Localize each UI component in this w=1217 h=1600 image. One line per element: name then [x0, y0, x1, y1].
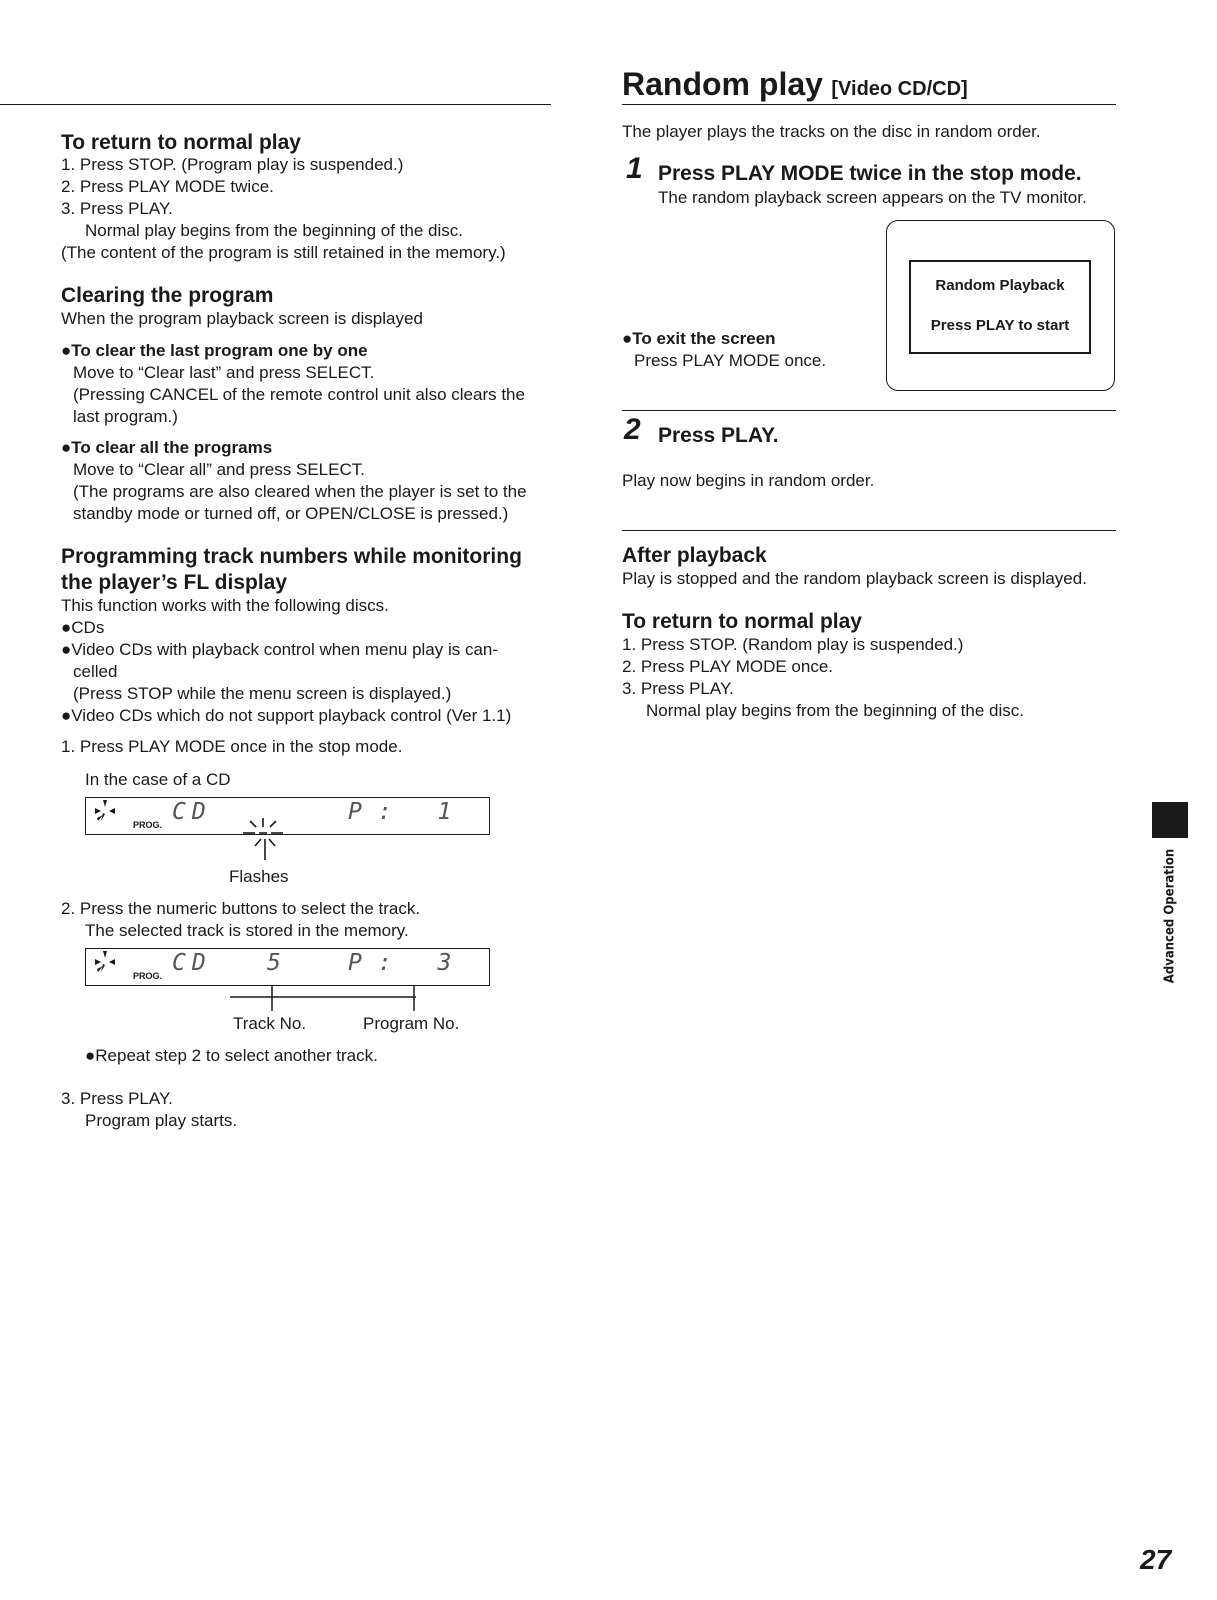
programming-step-3b: Program play starts. — [85, 1111, 238, 1130]
fl-program-value: P: 3 — [348, 950, 468, 976]
return-right-item-1: 1. Press STOP. (Random play is suspended.) — [622, 635, 964, 654]
programming-step-1: 1. Press PLAY MODE once in the stop mode. — [61, 737, 403, 756]
flashes-label: Flashes — [229, 867, 289, 886]
clear-all-line-2: (The programs are also cleared when the player is set to the — [73, 482, 527, 501]
step-1-heading: Press PLAY MODE twice in the stop mode. — [658, 162, 1082, 185]
programming-line-2: ●CDs — [61, 618, 105, 637]
return-note-1: Normal play begins from the beginning of the disc. — [85, 221, 463, 240]
tv-monitor — [886, 220, 1115, 391]
programming-step-3a: 3. Press PLAY. — [61, 1089, 173, 1108]
repeat-note: ●Repeat step 2 to select another track. — [85, 1046, 378, 1065]
programming-line-5: (Press STOP while the menu screen is displayed.) — [73, 684, 452, 703]
side-tab-label: Advanced Operation — [1162, 848, 1178, 984]
track-program-pointers — [230, 985, 450, 1015]
after-playback-rule — [622, 530, 1116, 531]
fl-display-2 — [85, 948, 490, 986]
step-2-heading: Press PLAY. — [658, 424, 779, 447]
step-1-text: The random playback screen appears on the TV monitor. — [658, 188, 1087, 207]
fl-cd-label: CD — [172, 950, 212, 976]
right-top-rule — [622, 104, 1116, 105]
programming-heading-1: Programming track numbers while monitoring — [61, 545, 522, 568]
page-title — [622, 66, 968, 103]
clearing-heading: Clearing the program — [61, 284, 274, 307]
return-item-1: 1. Press STOP. (Program play is suspended.) — [61, 155, 404, 174]
after-playback-text: Play is stopped and the random playback screen is displayed. — [622, 569, 1087, 588]
programming-line-4: celled — [73, 662, 118, 681]
clear-all-label: ●To clear all the programs — [61, 438, 273, 457]
fl-prog-label: PROG. — [133, 820, 163, 830]
return-item-2: 2. Press PLAY MODE twice. — [61, 177, 274, 196]
random-intro: The player plays the tracks on the disc in random order. — [622, 122, 1041, 141]
left-top-rule — [0, 104, 551, 105]
programming-line-3: ●Video CDs with playback control when menu play is can- — [61, 640, 499, 659]
fl-prog-label: PROG. — [133, 971, 163, 981]
clear-last-line-1: Move to “Clear last” and press SELECT. — [73, 363, 375, 382]
flashes-indicator-icon — [235, 812, 295, 862]
fl-track-value: 5 — [267, 950, 281, 976]
step-2-rule — [622, 410, 1116, 411]
fl-program-label: P: 1 — [348, 799, 468, 825]
step-1-number: 1 — [626, 152, 643, 185]
clear-all-line-1: Move to “Clear all” and press SELECT. — [73, 460, 365, 479]
clearing-intro: When the program playback screen is displayed — [61, 309, 423, 328]
return-right-item-3: 3. Press PLAY. — [622, 679, 734, 698]
return-heading-left: To return to normal play — [61, 131, 301, 154]
step-2-text: Play now begins in random order. — [622, 471, 875, 490]
programming-case: In the case of a CD — [85, 770, 231, 789]
tv-screen-line-1: Random Playback — [935, 277, 1065, 294]
clear-last-line-3: last program.) — [73, 407, 178, 426]
fl-cd-label: CD — [172, 799, 212, 825]
return-right-note: Normal play begins from the beginning of the disc. — [646, 701, 1024, 720]
clear-last-line-2: (Pressing CANCEL of the remote control unit also clears the — [73, 385, 525, 404]
programming-heading-2: the player’s FL display — [61, 571, 288, 594]
return-heading-right: To return to normal play — [622, 610, 862, 633]
programming-line-1: This function works with the following discs. — [61, 596, 389, 615]
programming-line-6: ●Video CDs which do not support playback control (Ver 1.1) — [61, 706, 512, 725]
clear-all-line-3: standby mode or turned off, or OPEN/CLOSE is pressed.) — [73, 504, 509, 523]
tv-screen — [909, 260, 1091, 354]
return-note-2: (The content of the program is still retained in the memory.) — [61, 243, 506, 262]
side-tab-marker — [1152, 802, 1188, 838]
page-title-tag: [Video CD/CD] — [831, 78, 968, 100]
exit-text: Press PLAY MODE once. — [634, 351, 827, 370]
return-item-3: 3. Press PLAY. — [61, 199, 173, 218]
exit-label: ●To exit the screen — [622, 329, 776, 348]
page-number: 27 — [1140, 1544, 1172, 1575]
program-no-label: Program No. — [363, 1014, 460, 1033]
return-right-item-2: 2. Press PLAY MODE once. — [622, 657, 834, 676]
tv-screen-line-2: Press PLAY to start — [930, 317, 1070, 334]
track-no-label: Track No. — [233, 1014, 307, 1033]
clear-last-label: ●To clear the last program one by one — [61, 341, 368, 360]
after-playback-heading: After playback — [622, 544, 767, 567]
step-2-number: 2 — [624, 413, 641, 446]
programming-step-2a: 2. Press the numeric buttons to select the track. — [61, 899, 421, 918]
programming-step-2b: The selected track is stored in the memory. — [85, 921, 409, 940]
page-title-main: Random play — [622, 66, 823, 102]
